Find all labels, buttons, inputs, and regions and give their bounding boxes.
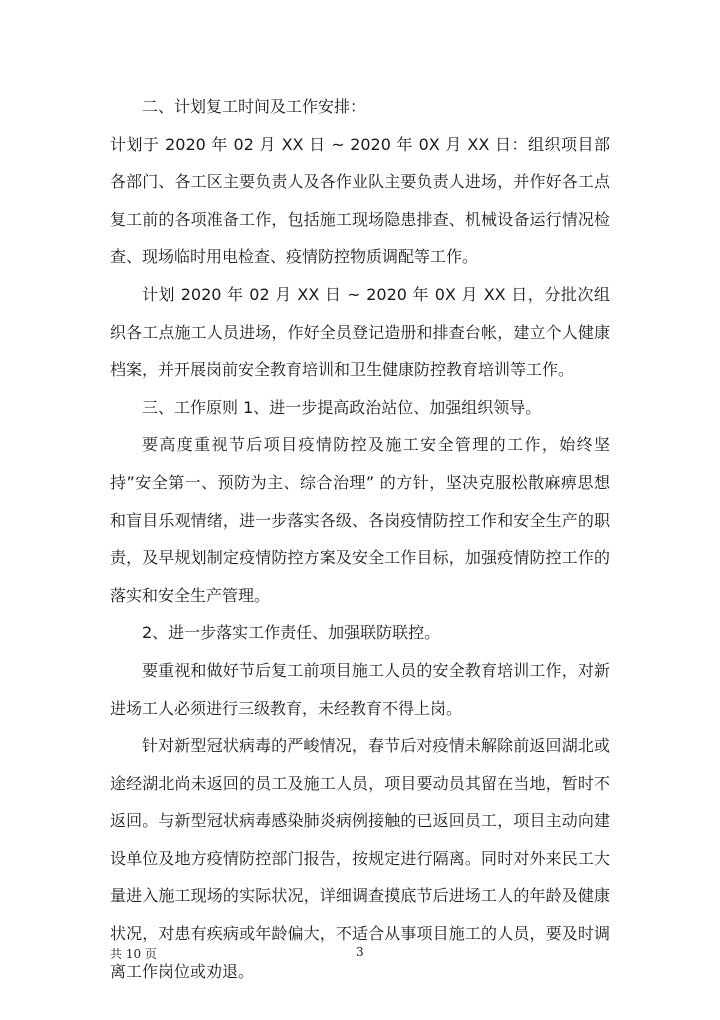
paragraph: 计划 2020 年 02 月 XX 日 ~ 2020 年 0X 月 XX 日，分批次组织各工点施工人员进场，作好全员登记造册和排查台帐，建立个人健康档案，并开展岗前安全教育培训和卫生健康防控教育培训等工作。 (110, 284, 610, 380)
paragraph: 要重视和做好节后复工前项目施工人员的安全教育培训工作，对新进场工人必须进行三级教育，未经教育不得上岗。 (110, 660, 610, 718)
paragraph: 针对新型冠状病毒的严峻情况，春节后对疫情未解除前返回湖北或途经湖北尚未返回的员工及施工人员，项目要动员其留在当地，暂时不返回。与新型冠状病毒感染肺炎病例接触的已返回员工，项目主动向建设单位及地方疫情防控部门报告，按规定进行隔离。同时对外来民工大量进入施工现场的实际状况，详细调查摸底节后进场工人的年龄及健康状况，对患有疾病或年龄偏大，不适合从事项目施工的人员，要及时调离工作岗位或劝退。 (110, 736, 610, 981)
paragraph: 三、工作原则 1、进一步提高政治站位、加强组织领导。 (142, 397, 542, 417)
paragraph: 计划于 2020 年 02 月 XX 日 ~ 2020 年 0X 月 XX 日：组织项目部各部门、各工区主要负责人及各作业队主要负责人进场，并作好各工点复工前的各项准备工作，包括施工现场隐患排查、机械设备运行情况检查、现场临时用电检查、疫情防控物质调配等工作。 (110, 134, 610, 267)
footer-total-pages: 共 10 页 (110, 947, 157, 961)
paragraph: 2、进一步落实工作责任、加强联防联控。 (142, 623, 441, 643)
paragraph: 要高度重视节后项目疫情防控及施工安全管理的工作，始终坚持”安全第一、预防为主、综合治理” 的方针，坚决克服松散麻痹思想和盲目乐观情绪，进一步落实各级、各岗疫情防控工作和安全生产的职责，及早规划制定疫情防控方案及安全工作目标，加强疫情防控工作的落实和安全生产管理。 (110, 435, 610, 605)
footer-page-number: 3 (356, 945, 364, 959)
document-body (110, 88, 610, 990)
paragraph: 二、计划复工时间及工作安排： (142, 97, 367, 116)
